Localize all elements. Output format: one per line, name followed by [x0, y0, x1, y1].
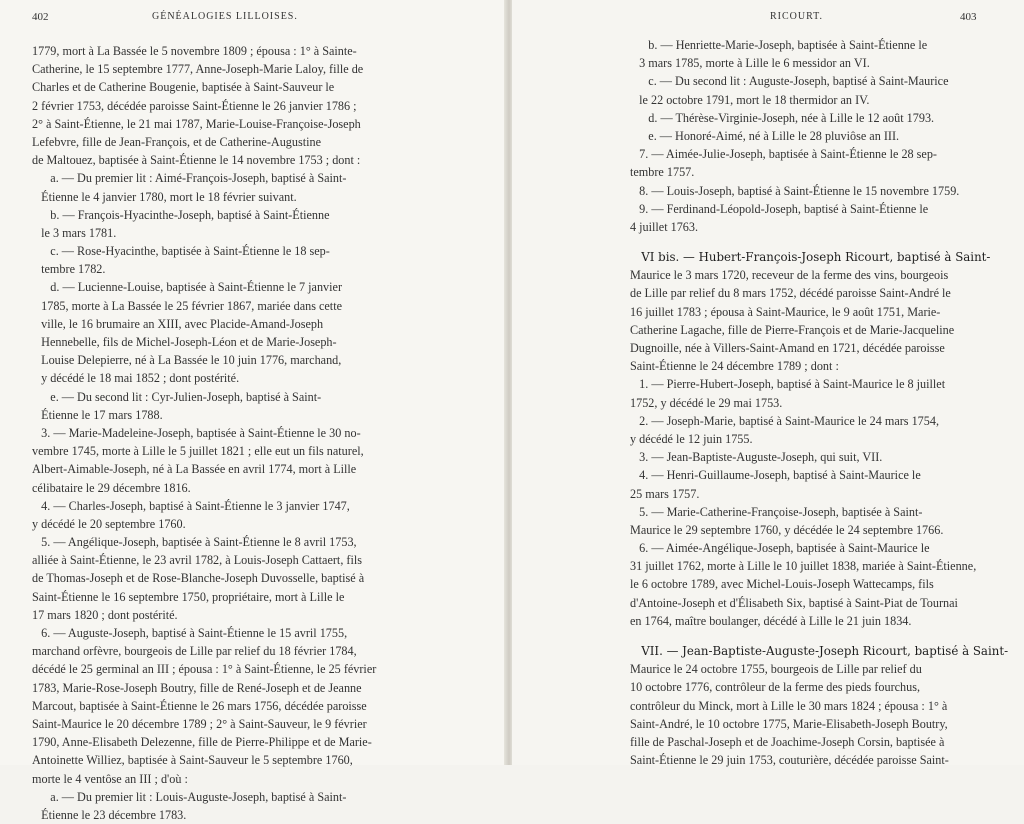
text-line: y décédé le 20 septembre 1760.: [32, 516, 186, 531]
text-line: 4 juillet 1763.: [630, 219, 699, 234]
text-line: le 22 octobre 1791, mort le 18 thermidor an IV.: [630, 92, 870, 107]
text-line: Étienne le 23 décembre 1783.: [32, 807, 187, 822]
text-line: 31 juillet 1762, morte à Lille le 10 juillet 1838, mariée à Saint-Étienne,: [630, 559, 977, 574]
right-running-head: RICOURT.: [770, 11, 824, 22]
text-line: 1785, morte à La Bassée le 25 février 1867, mariée dans cette: [32, 298, 342, 313]
text-line: b. — François-Hyacinthe-Joseph, baptisé à Saint-Étienne: [32, 207, 330, 222]
right-body-text: [630, 36, 1008, 769]
text-line: 1. — Pierre-Hubert-Joseph, baptisé à Saint-Maurice le 8 juillet: [630, 377, 946, 392]
text-line: Étienne le 17 mars 1788.: [32, 407, 163, 422]
text-line: 25 mars 1757.: [630, 486, 700, 501]
left-page-number: 402: [32, 11, 49, 23]
text-line: 6. — Aimée-Angélique-Joseph, baptisée à Saint-Maurice le: [630, 541, 930, 556]
text-line: 4. — Henri-Guillaume-Joseph, baptisé à Saint-Maurice le: [630, 468, 921, 483]
text-line: Saint-André, le 10 octobre 1775, Marie-Elisabeth-Joseph Boutry,: [630, 716, 948, 731]
text-line: d. — Lucienne-Louise, baptisée à Saint-Étienne le 7 janvier: [32, 280, 343, 295]
text-line: 1783, Marie-Rose-Joseph Boutry, fille de René-Joseph et de Jeanne: [32, 680, 362, 695]
text-line: Étienne le 4 janvier 1780, mort le 18 février suivant.: [32, 189, 297, 204]
text-line: c. — Rose-Hyacinthe, baptisée à Saint-Étienne le 18 sep-: [32, 244, 330, 259]
text-line: a. — Du premier lit : Louis-Auguste-Joseph, baptisé à Saint-: [32, 789, 347, 804]
text-line: marchand orfèvre, bourgeois de Lille par relief du 18 février 1784,: [32, 644, 357, 659]
text-line: morte le 4 ventôse an III ; d'où :: [32, 771, 188, 786]
text-line: y décédé le 12 juin 1755.: [630, 431, 753, 446]
text-line: 7. — Aimée-Julie-Joseph, baptisée à Saint-Étienne le 28 sep-: [630, 147, 937, 162]
text-line: 8. — Louis-Joseph, baptisé à Saint-Étienne le 15 novembre 1759.: [630, 183, 960, 198]
text-line: e. — Du second lit : Cyr-Julien-Joseph, baptisé à Saint-: [32, 389, 322, 404]
left-running-head: GÉNÉALOGIES LILLOISES.: [152, 11, 298, 22]
section-gap: [630, 630, 1008, 642]
text-line: d'Antoine-Joseph et d'Élisabeth Six, baptisé à Saint-Piat de Tournai: [630, 595, 958, 610]
text-line: tembre 1782.: [32, 262, 106, 277]
text-line: Dugnoille, née à Villers-Saint-Amand en 1721, décédée paroisse: [630, 341, 945, 355]
text-line: VI bis. — Hubert-François-Joseph Ricourt, baptisé à Saint-: [630, 250, 991, 265]
left-body-text: [32, 42, 376, 824]
text-line: Maurice le 3 mars 1720, receveur de la ferme des vins, bourgeois: [630, 268, 949, 283]
text-line: 2. — Joseph-Marie, baptisé à Saint-Maurice le 24 mars 1754,: [630, 413, 940, 428]
text-line: Catherine Lagache, fille de Pierre-François et de Marie-Jacqueline: [630, 322, 955, 337]
text-line: d. — Thérèse-Virginie-Joseph, née à Lille le 12 août 1793.: [630, 110, 935, 125]
text-line: de Lille par relief du 8 mars 1752, décédé paroisse Saint-André le: [630, 286, 951, 301]
text-line: 5. — Angélique-Joseph, baptisée à Saint-Étienne le 8 avril 1753,: [32, 535, 357, 550]
text-line: 9. — Ferdinand-Léopold-Joseph, baptisé à Saint-Étienne le: [630, 201, 929, 216]
text-line: 4. — Charles-Joseph, baptisé à Saint-Étienne le 3 janvier 1747,: [32, 498, 350, 513]
text-line: 1752, y décédé le 29 mai 1753.: [630, 395, 783, 410]
text-line: VII. — Jean-Baptiste-Auguste-Joseph Ricourt, baptisé à Saint-: [630, 644, 1009, 658]
text-line: vembre 1745, morte à Lille le 5 juillet 1821 ; elle eut un fils naturel,: [32, 444, 364, 459]
text-line: 3 mars 1785, morte à Lille le 6 messidor an VI.: [630, 56, 870, 71]
text-line: b. — Henriette-Marie-Joseph, baptisée à Saint-Étienne le: [630, 38, 928, 52]
text-line: Saint-Étienne le 29 juin 1753, couturière, décédée paroisse Saint-: [630, 753, 949, 768]
text-line: 3. — Jean-Baptiste-Auguste-Joseph, qui suit, VII.: [630, 450, 883, 465]
text-line: Catherine, le 15 septembre 1777, Anne-Joseph-Marie Laloy, fille de: [32, 62, 364, 77]
text-line: Albert-Aimable-Joseph, né à La Bassée en avril 1774, mort à Lille: [32, 462, 357, 477]
text-line: 16 juillet 1783 ; épousa à Saint-Maurice, le 9 août 1751, Marie-: [630, 304, 941, 319]
text-line: 1790, Anne-Elisabeth Delezenne, fille de Pierre-Philippe et de Marie-: [32, 735, 372, 750]
right-page-number: 403: [960, 11, 977, 23]
text-line: Charles et de Catherine Bougenie, baptisée à Saint-Sauveur le: [32, 80, 335, 95]
text-line: Marcout, baptisée à Saint-Étienne le 26 mars 1756, décédée paroisse: [32, 698, 367, 713]
text-line: célibataire le 29 décembre 1816.: [32, 480, 191, 495]
text-line: Saint-Étienne le 16 septembre 1750, propriétaire, mort à Lille le: [32, 589, 345, 604]
text-line: 5. — Marie-Catherine-Françoise-Joseph, baptisée à Saint-: [630, 504, 923, 519]
text-line: 2° à Saint-Étienne, le 21 mai 1787, Marie-Louise-Françoise-Joseph: [32, 116, 361, 131]
text-line: tembre 1757.: [630, 165, 695, 180]
text-line: de Thomas-Joseph et de Rose-Blanche-Joseph Duvosselle, baptisé à: [32, 571, 365, 586]
text-line: alliée à Saint-Étienne, le 23 avril 1782, à Louis-Joseph Cattaert, fils: [32, 553, 362, 568]
text-line: de Maltouez, baptisée à Saint-Étienne le 14 novembre 1753 ; dont :: [32, 153, 361, 168]
text-line: décédé le 25 germinal an III ; épousa : 1° à Saint-Étienne, le 25 février: [32, 662, 377, 677]
text-line: Saint-Étienne le 24 décembre 1789 ; dont :: [630, 359, 839, 374]
text-line: e. — Honoré-Aimé, né à Lille le 28 pluviôse an III.: [630, 128, 900, 143]
text-line: Maurice le 29 septembre 1760, y décédée le 24 septembre 1766.: [630, 522, 944, 537]
section-gap: [630, 236, 1008, 248]
text-line: contrôleur du Minck, mort à Lille le 30 mars 1824 ; épousa : 1° à: [630, 698, 948, 713]
text-line: Louise Delepierre, né à La Bassée le 10 juin 1776, marchand,: [32, 353, 342, 368]
text-line: Lefebvre, fille de Jean-François, et de Catherine-Augustine: [32, 134, 322, 149]
text-line: Hennebelle, fils de Michel-Joseph-Léon et de Marie-Joseph-: [32, 335, 337, 349]
text-line: 17 mars 1820 ; dont postérité.: [32, 607, 178, 622]
text-line: Maurice le 24 octobre 1755, bourgeois de Lille par relief du: [630, 662, 922, 677]
text-line: c. — Du second lit : Auguste-Joseph, baptisé à Saint-Maurice: [630, 74, 949, 89]
text-line: le 6 octobre 1789, avec Michel-Louis-Joseph Wattecamps, fils: [630, 577, 934, 592]
text-line: 2 février 1753, décédée paroisse Saint-Étienne le 26 janvier 1786 ;: [32, 98, 357, 113]
text-line: le 3 mars 1781.: [32, 225, 117, 240]
text-line: ville, le 16 brumaire an XIII, avec Placide-Amand-Joseph: [32, 316, 324, 331]
text-line: 6. — Auguste-Joseph, baptisé à Saint-Étienne le 15 avril 1755,: [32, 626, 348, 640]
text-line: a. — Du premier lit : Aimé-François-Joseph, baptisé à Saint-: [32, 171, 347, 186]
text-line: 10 octobre 1776, contrôleur de la ferme des pieds fourchus,: [630, 680, 921, 695]
text-line: Antoinette Williez, baptisée à Saint-Sauveur le 5 septembre 1760,: [32, 753, 353, 768]
text-line: en 1764, maître boulanger, décédé à Lille le 21 juin 1834.: [630, 613, 912, 628]
text-line: 3. — Marie-Madeleine-Joseph, baptisée à Saint-Étienne le 30 no-: [32, 425, 361, 440]
text-line: 1779, mort à La Bassée le 5 novembre 1809 ; épousa : 1° à Sainte-: [32, 44, 357, 58]
text-line: y décédé le 18 mai 1852 ; dont postérité.: [32, 371, 240, 386]
text-line: Saint-Maurice le 20 décembre 1789 ; 2° à Saint-Sauveur, le 9 février: [32, 716, 367, 731]
text-line: fille de Paschal-Joseph et de Joachime-Joseph Corsin, baptisée à: [630, 734, 945, 749]
